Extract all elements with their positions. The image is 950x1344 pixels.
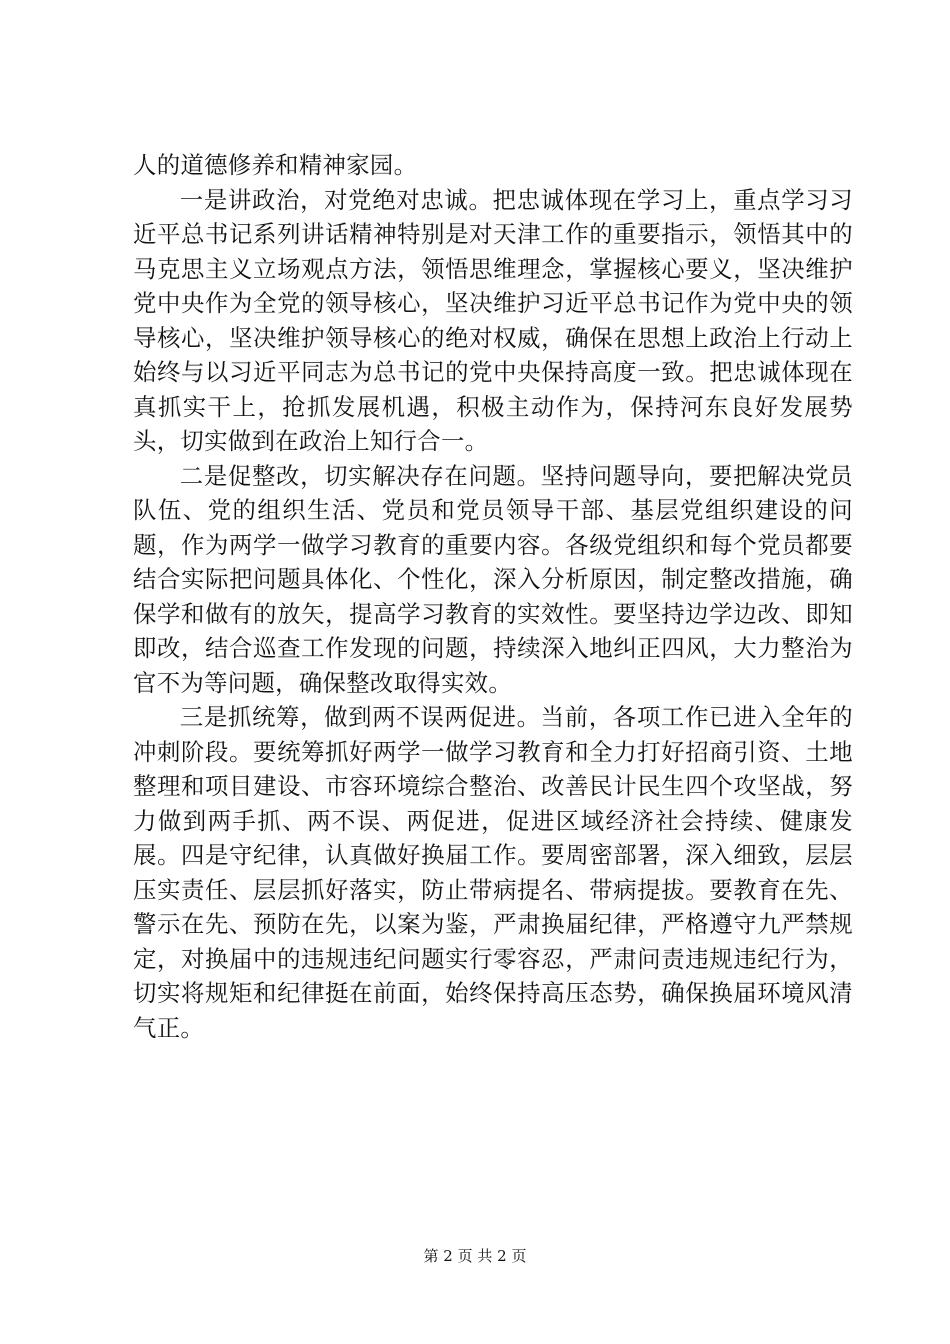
- paragraph-rectification: 二是促整改，切实解决存在问题。坚持问题导向，要把解决党员队伍、党的组织生活、党员和党员领导干部、基层党组织建设的问题，作为两学一做学习教育的重要内容。各级党组织和每个党员都要结合实际把问题具体化、个性化，深入分析原因，制定整改措施，确保学和做有的放矢，提高学习教育的实效性。要坚持边学边改、即知即改，结合巡查工作发现的问题，持续深入地纠正四风，大力整治为官不为等问题，确保整改取得实效。: [133, 461, 853, 697]
- paragraph-politics: 一是讲政治，对党绝对忠诚。把忠诚体现在学习上，重点学习习近平总书记系列讲话精神特别是对天津工作的重要指示，领悟其中的马克思主义立场观点方法，领悟思维理念，掌握核心要义，坚决维护党中央作为全党的领导核心，坚决维护习近平总书记作为党中央的领导核心，坚决维护领导核心的绝对权威，确保在思想上政治上行动上始终与以习近平同志为总书记的党中央保持高度一致。把忠诚体现在真抓实干上，抢抓发展机遇，积极主动作为，保持河东良好发展势头，切实做到在政治上知行合一。: [133, 185, 853, 455]
- paragraph-coordination: 三是抓统筹，做到两不误两促进。当前，各项工作已进入全年的冲刺阶段。要统筹抓好两学一做学习教育和全力打好招商引资、土地整理和项目建设、市容环境综合整治、改善民计民生四个攻坚战，努力做到两手抓、两不误、两促进，促进区域经济社会持续、健康发展。四是守纪律，认真做好换届工作。要周密部署，深入细致，层层压实责任、层层抓好落实，防止带病提名、带病提拔。要教育在先、警示在先、预防在先，以案为鉴，严肃换届纪律，严格遵守九严禁规定，对换届中的违规违纪问题实行零容忍，严肃问责违规违纪行为，切实将规矩和纪律挺在前面，始终保持高压态势，确保换届环境风清气正。: [133, 703, 853, 1042]
- page-number-footer: 第 2 页 共 2 页: [423, 1247, 527, 1265]
- document-body: [133, 148, 853, 1045]
- paragraph-continuation: 人的道德修养和精神家园。: [133, 151, 418, 179]
